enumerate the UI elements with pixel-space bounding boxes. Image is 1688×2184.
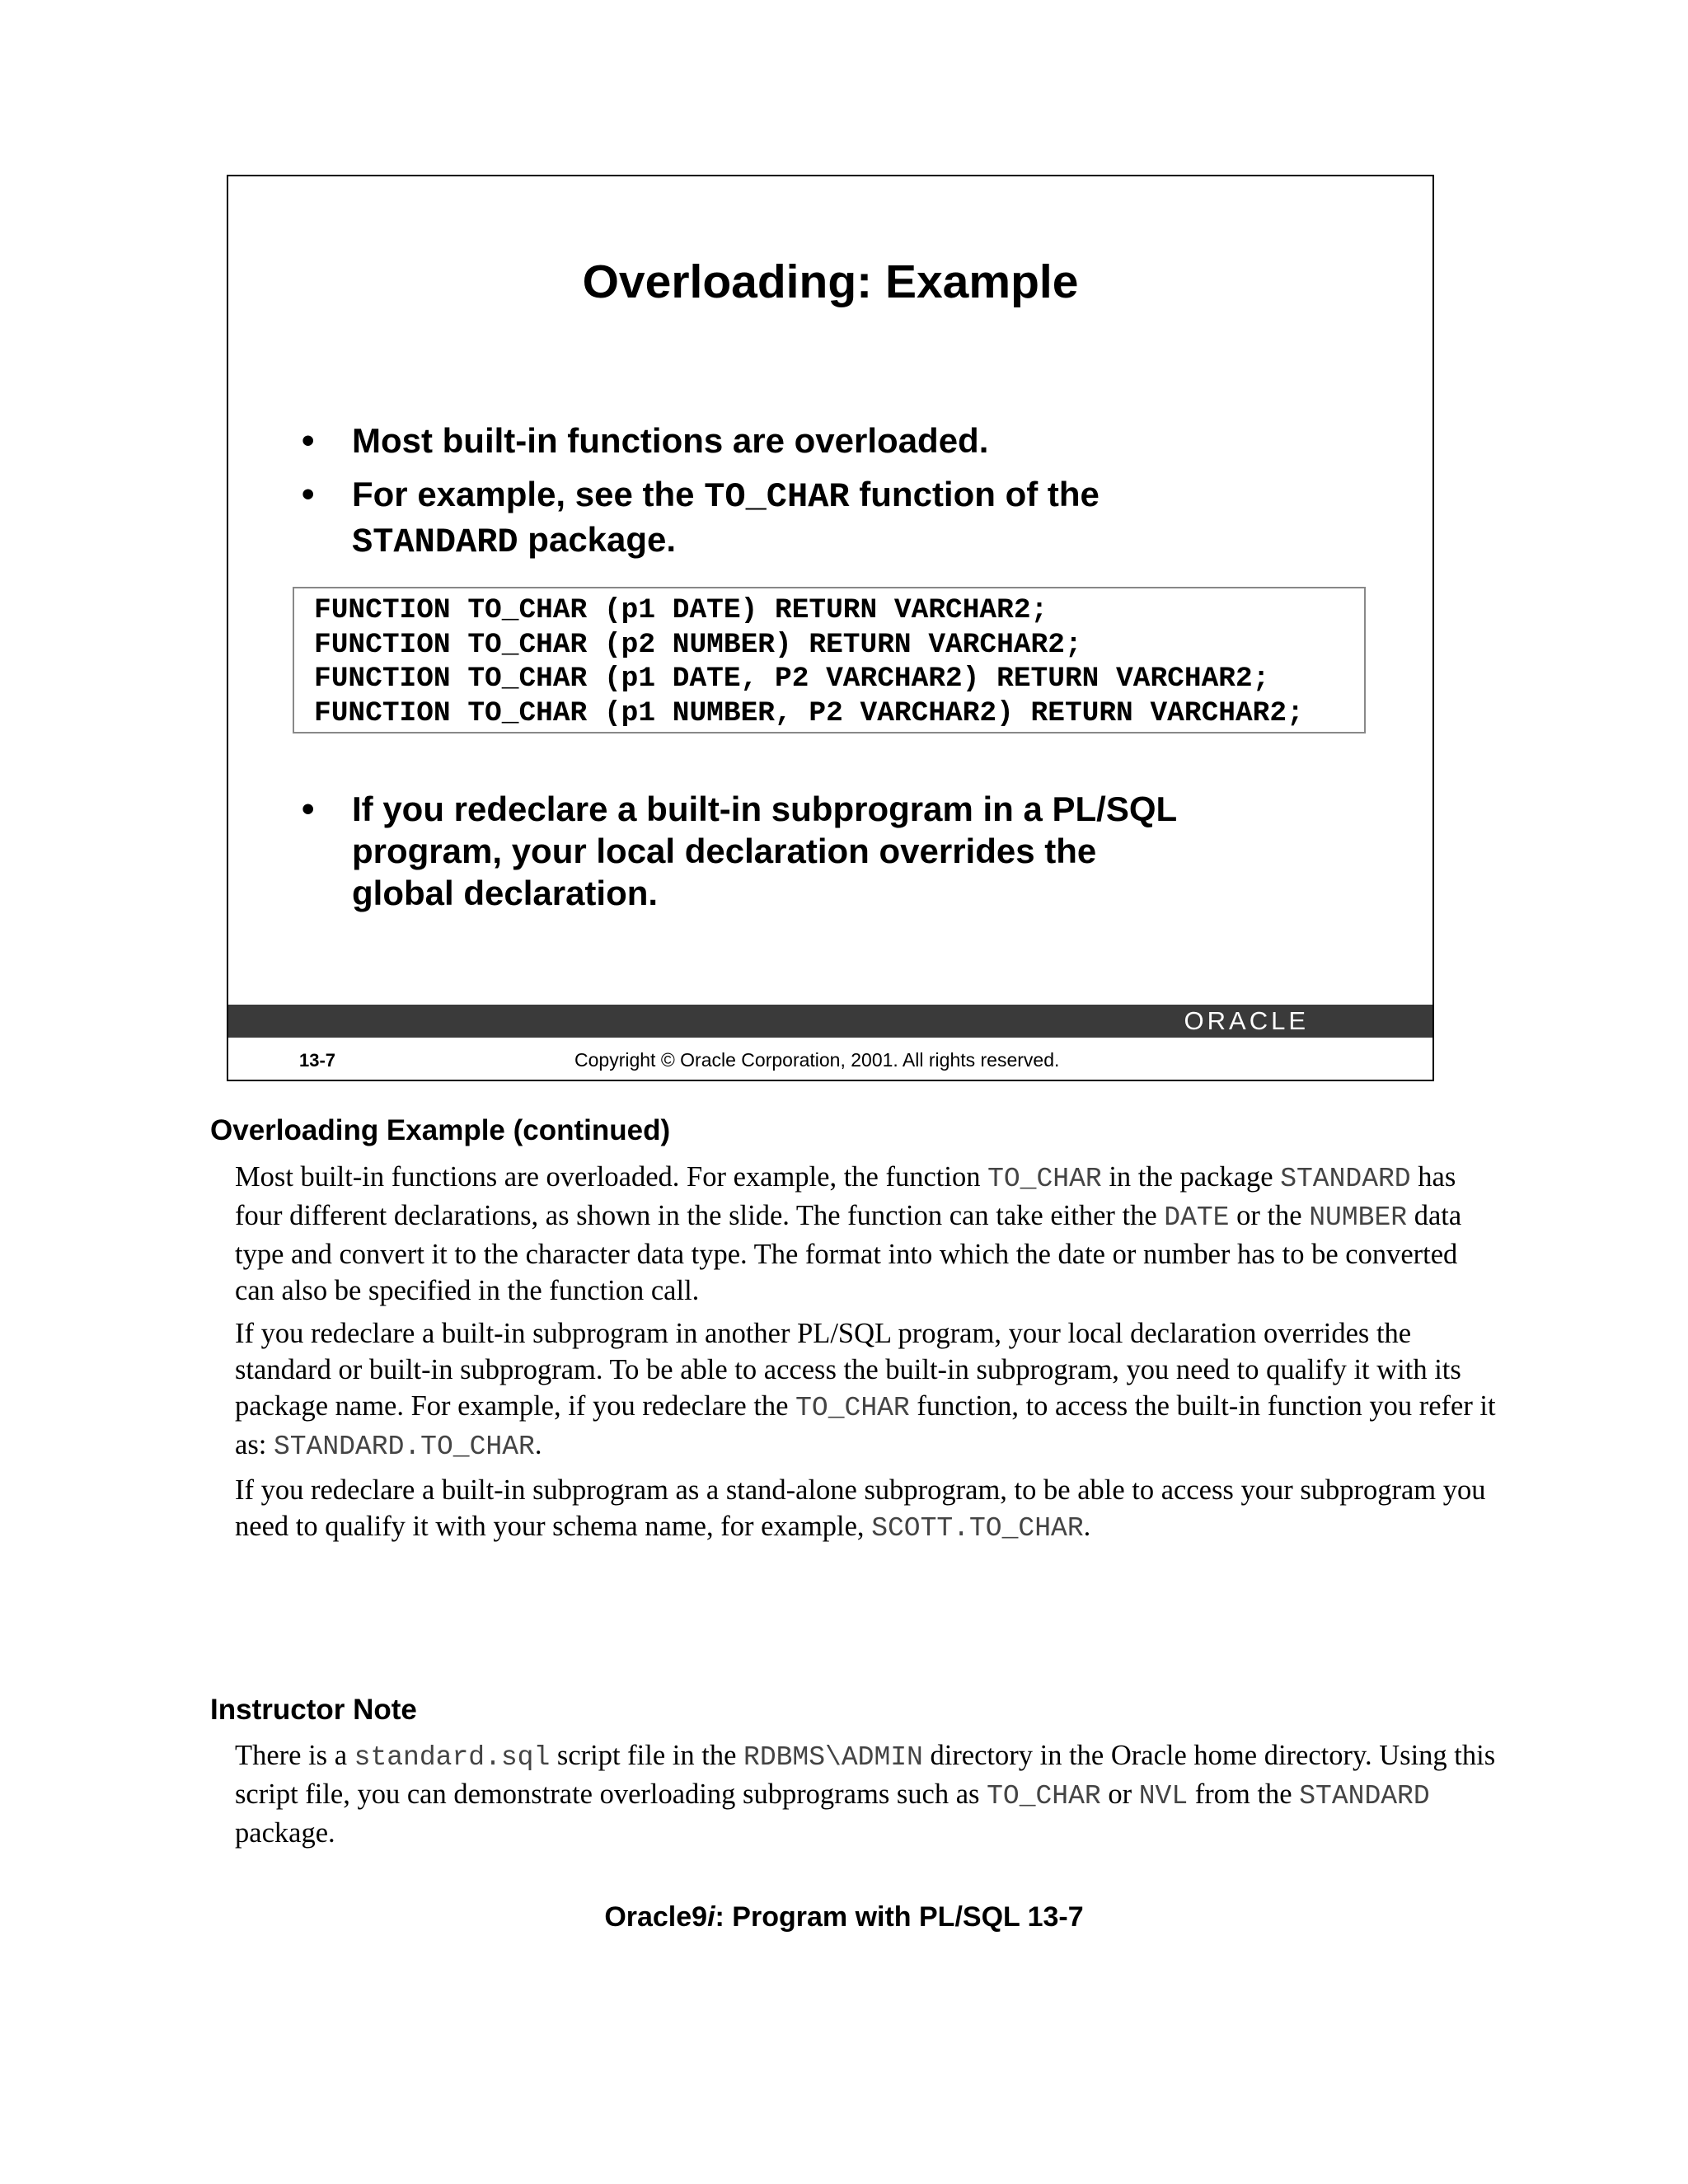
bullet-dot-icon: • (302, 420, 315, 461)
copyright: Copyright © Oracle Corporation, 2001. All rights reserved. (574, 1049, 1060, 1071)
code-run: TO_CHAR (795, 1393, 910, 1423)
bullet-2-code-2: STANDARD (352, 523, 518, 562)
footer-text: Oracle9 (604, 1901, 708, 1933)
oracle-bar (228, 1005, 1432, 1038)
code-run: SCOTT.TO_CHAR (871, 1513, 1084, 1544)
text-run: . (1083, 1511, 1091, 1542)
bullet-1-text: Most built-in functions are overloaded. (352, 421, 989, 460)
text-run: in the package (1101, 1161, 1281, 1193)
bullet-dot-icon: • (302, 789, 315, 829)
code-box (293, 587, 1366, 733)
text-run: has four different declarations, as shown in the slide. The function can take either the (235, 1161, 1456, 1231)
code-run: STANDARD (1299, 1781, 1430, 1811)
bullet-2 (302, 473, 1341, 564)
bullet-2-text-mid: function of the (849, 475, 1100, 513)
code-run: TO_CHAR (987, 1164, 1102, 1194)
text-run: Most built-in functions are overloaded. For example, the function (235, 1161, 988, 1193)
text-run: . (534, 1429, 542, 1460)
notes-paragraph-2 (235, 1315, 1496, 1465)
bullet-2-text: For example, see the (352, 475, 705, 513)
bullet-2-code: TO_CHAR (704, 477, 850, 517)
notes-heading: Overloading Example (continued) (210, 1114, 671, 1146)
text-run: from the (1188, 1779, 1300, 1810)
bullet-1 (302, 419, 1341, 462)
text-run: or (1100, 1779, 1139, 1810)
text-run: There is a (235, 1740, 354, 1771)
code-line: FUNCTION TO_CHAR (p1 DATE) RETURN VARCHAR2; (314, 594, 1048, 626)
code-run: TO_CHAR (987, 1781, 1101, 1811)
text-run: script file in the (550, 1740, 744, 1771)
instructor-note-paragraph (235, 1737, 1496, 1851)
code-run: STANDARD.TO_CHAR (273, 1432, 535, 1462)
code-run: NVL (1138, 1781, 1189, 1811)
bullet-3 (302, 788, 1341, 914)
footer-italic: i (707, 1901, 715, 1933)
code-run: STANDARD (1280, 1164, 1411, 1194)
notes-paragraph-3 (235, 1472, 1496, 1547)
code-run: NUMBER (1309, 1202, 1408, 1233)
code-line: FUNCTION TO_CHAR (p1 DATE, P2 VARCHAR2) RETURN VARCHAR2; (314, 663, 1270, 695)
page-footer (0, 1901, 1688, 1933)
text-run: package. (235, 1817, 335, 1849)
bullet-3-line-1: If you redeclare a built-in subprogram in a PL/SQL (352, 790, 1178, 828)
text-run: function, to access the built-in function you refer it as: (235, 1390, 1496, 1460)
text-run: directory in the Oracle home directory. Using this script file, you can demonstrate overloading subprograms such as (235, 1740, 1496, 1810)
oracle-logo: ORACLE (1184, 1006, 1309, 1035)
code-run: DATE (1164, 1202, 1230, 1233)
bullet-3-line-3: global declaration. (352, 874, 659, 912)
instructor-note-heading: Instructor Note (210, 1694, 417, 1726)
notes-paragraph-1 (235, 1159, 1496, 1309)
bullet-dot-icon: • (302, 474, 315, 514)
text-run: If you redeclare a built-in subprogram in another PL/SQL program, your local declaration overrides the standard or built-in subprogram. To be able to access the built-in subprogram, you need to qualify it with its package name. For example, if you redeclare the (235, 1318, 1461, 1422)
code-run: standard.sql (354, 1742, 551, 1773)
slide-frame (227, 175, 1434, 1081)
bullet-2-text-post: package. (518, 520, 677, 559)
code-line: FUNCTION TO_CHAR (p2 NUMBER) RETURN VARCHAR2; (314, 628, 1082, 661)
code-run: RDBMS\ADMIN (743, 1742, 923, 1773)
text-run: or the (1229, 1200, 1310, 1231)
text-run: data type and convert it to the character data type. The format into which the date or number has to be converted can also be specified in the function call. (235, 1200, 1462, 1306)
footer-text: : Program with PL/SQL 13-7 (715, 1901, 1084, 1933)
slide-number: 13-7 (299, 1050, 336, 1071)
bullet-3-line-2: program, your local declaration overrides the (352, 832, 1097, 870)
slide-title: Overloading: Example (582, 255, 1079, 308)
text-run: If you redeclare a built-in subprogram as a stand-alone subprogram, to be able to access your subprogram you need to qualify it with your schema name, for example, (235, 1474, 1486, 1542)
code-line: FUNCTION TO_CHAR (p1 NUMBER, P2 VARCHAR2) RETURN VARCHAR2; (314, 696, 1304, 729)
